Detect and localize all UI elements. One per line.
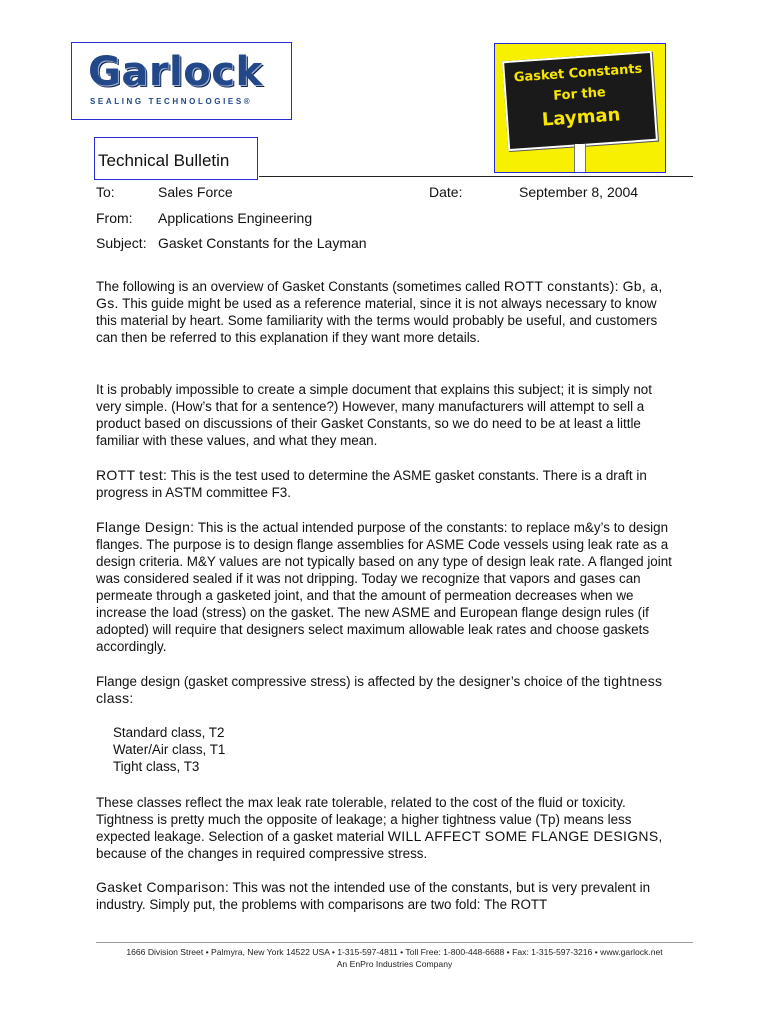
paragraph-rott-test	[96, 467, 676, 501]
p6-highlight: WILL AFFECT SOME FLANGE DESIGNS	[387, 828, 659, 844]
sign-board	[502, 51, 658, 151]
title-box	[94, 137, 258, 180]
footer-company: An EnPro Industries Company	[336, 959, 453, 969]
date-label: Date:	[429, 184, 463, 200]
company-logo: Garlock	[88, 49, 263, 95]
logo-tagline: SEALING TECHNOLOGIES®	[90, 97, 253, 106]
from-value: Applications Engineering	[158, 210, 313, 226]
paragraph-flange-design	[96, 519, 676, 655]
p4-heading: Flange Design:	[96, 519, 195, 535]
tightness-class-list	[113, 724, 225, 775]
p6-text-end: , because of the changes in required compressive stress.	[96, 829, 663, 861]
footer-address: 1666 Division Street • Palmyra, New York 14522 USA • 1-315-597-4811 • Toll Free: 1-800-448-6688 • Fax: 1-315-597-3216 • www.garlock.net	[126, 947, 663, 957]
p7-heading: Gasket Comparison:	[96, 879, 230, 895]
subject-label: Subject:	[96, 235, 147, 251]
logo-box	[71, 42, 292, 120]
p5-highlight: tightness class:	[96, 673, 663, 706]
list-item: Water/Air class, T1	[113, 742, 226, 757]
to-value: Sales Force	[158, 184, 233, 200]
from-label: From:	[96, 210, 133, 226]
footer-divider	[96, 942, 693, 943]
paragraph-overview	[96, 278, 676, 346]
sign-line-2: For the	[552, 85, 607, 104]
paragraph-intro	[96, 381, 676, 449]
p4-text: This is the actual intended purpose of the constants: to replace m&y’s to design flanges. The purpose is to design flange assemblies for ASME Code vessels using leak rate as a design criteria. M&Y values are not typically based on any type of design leak rate. A flanged joint was considered sealed if it was not dripping. Today we recognize that vapors and gases can permeate through a gasketed joint, and that the amount of permeation decreases when we increase the load (stress) on the gasket. The new ASME and European flange design rules (if adopted) will require that designers select maximum allowable leak rates and choose gaskets accordingly.	[96, 520, 672, 654]
p5-text: Flange design (gasket compressive stress) is affected by the designer’s choice of the	[96, 674, 604, 689]
to-label: To:	[96, 184, 115, 200]
paragraph-classes	[96, 794, 676, 862]
sign-post	[574, 144, 586, 173]
document-title: Technical Bulletin	[98, 151, 230, 170]
p6-text: These classes reflect the max leak rate tolerable, related to the cost of the fluid or toxicity. Tightness is pretty much the opposite of leakage; a higher tightness value (Tp) means less expected leakage. Selection of a gasket material	[96, 795, 632, 844]
p1-highlight-constants: Gb, a, Gs.	[96, 278, 663, 311]
paragraph-gasket-comparison	[96, 879, 676, 913]
date-value: September 8, 2004	[519, 184, 639, 200]
p1-highlight-rott: ROTT constants):	[503, 278, 619, 294]
sign-illustration	[494, 43, 666, 173]
p2-text: It is probably impossible to create a simple document that explains this subject; it is simply not very simple. (How’s that for a sentence?) However, many manufacturers will attempt to sell a product based on discussions of their Gasket Constants, so we do need to be at least a little familiar with these values, and what they mean.	[96, 382, 652, 448]
paragraph-tightness	[96, 673, 676, 707]
p3-heading: ROTT test:	[96, 467, 168, 483]
subject-value: Gasket Constants for the Layman	[158, 235, 367, 251]
sign-line-3: Layman	[541, 104, 622, 131]
header-divider	[259, 176, 693, 177]
p7-text: This was not the intended use of the constants, but is very prevalent in industry. Simply put, the problems with comparisons are two fold: The ROTT	[96, 880, 651, 912]
p1-text: The following is an overview of Gasket Constants (sometimes called	[96, 279, 504, 294]
p1-text-rest: This guide might be used as a reference material, since it is not always necessary to know this material by heart. Some familiarity with the terms would probably be useful, and customers can then be referred to this explanation if they want more details.	[96, 296, 658, 345]
list-item: Tight class, T3	[113, 759, 200, 774]
sign-line-1: Gasket Constants	[513, 61, 643, 86]
p3-text: This is the test used to determine the ASME gasket constants. There is a draft in progress in ASTM committee F3.	[96, 468, 647, 500]
list-item: Standard class, T2	[113, 725, 225, 740]
